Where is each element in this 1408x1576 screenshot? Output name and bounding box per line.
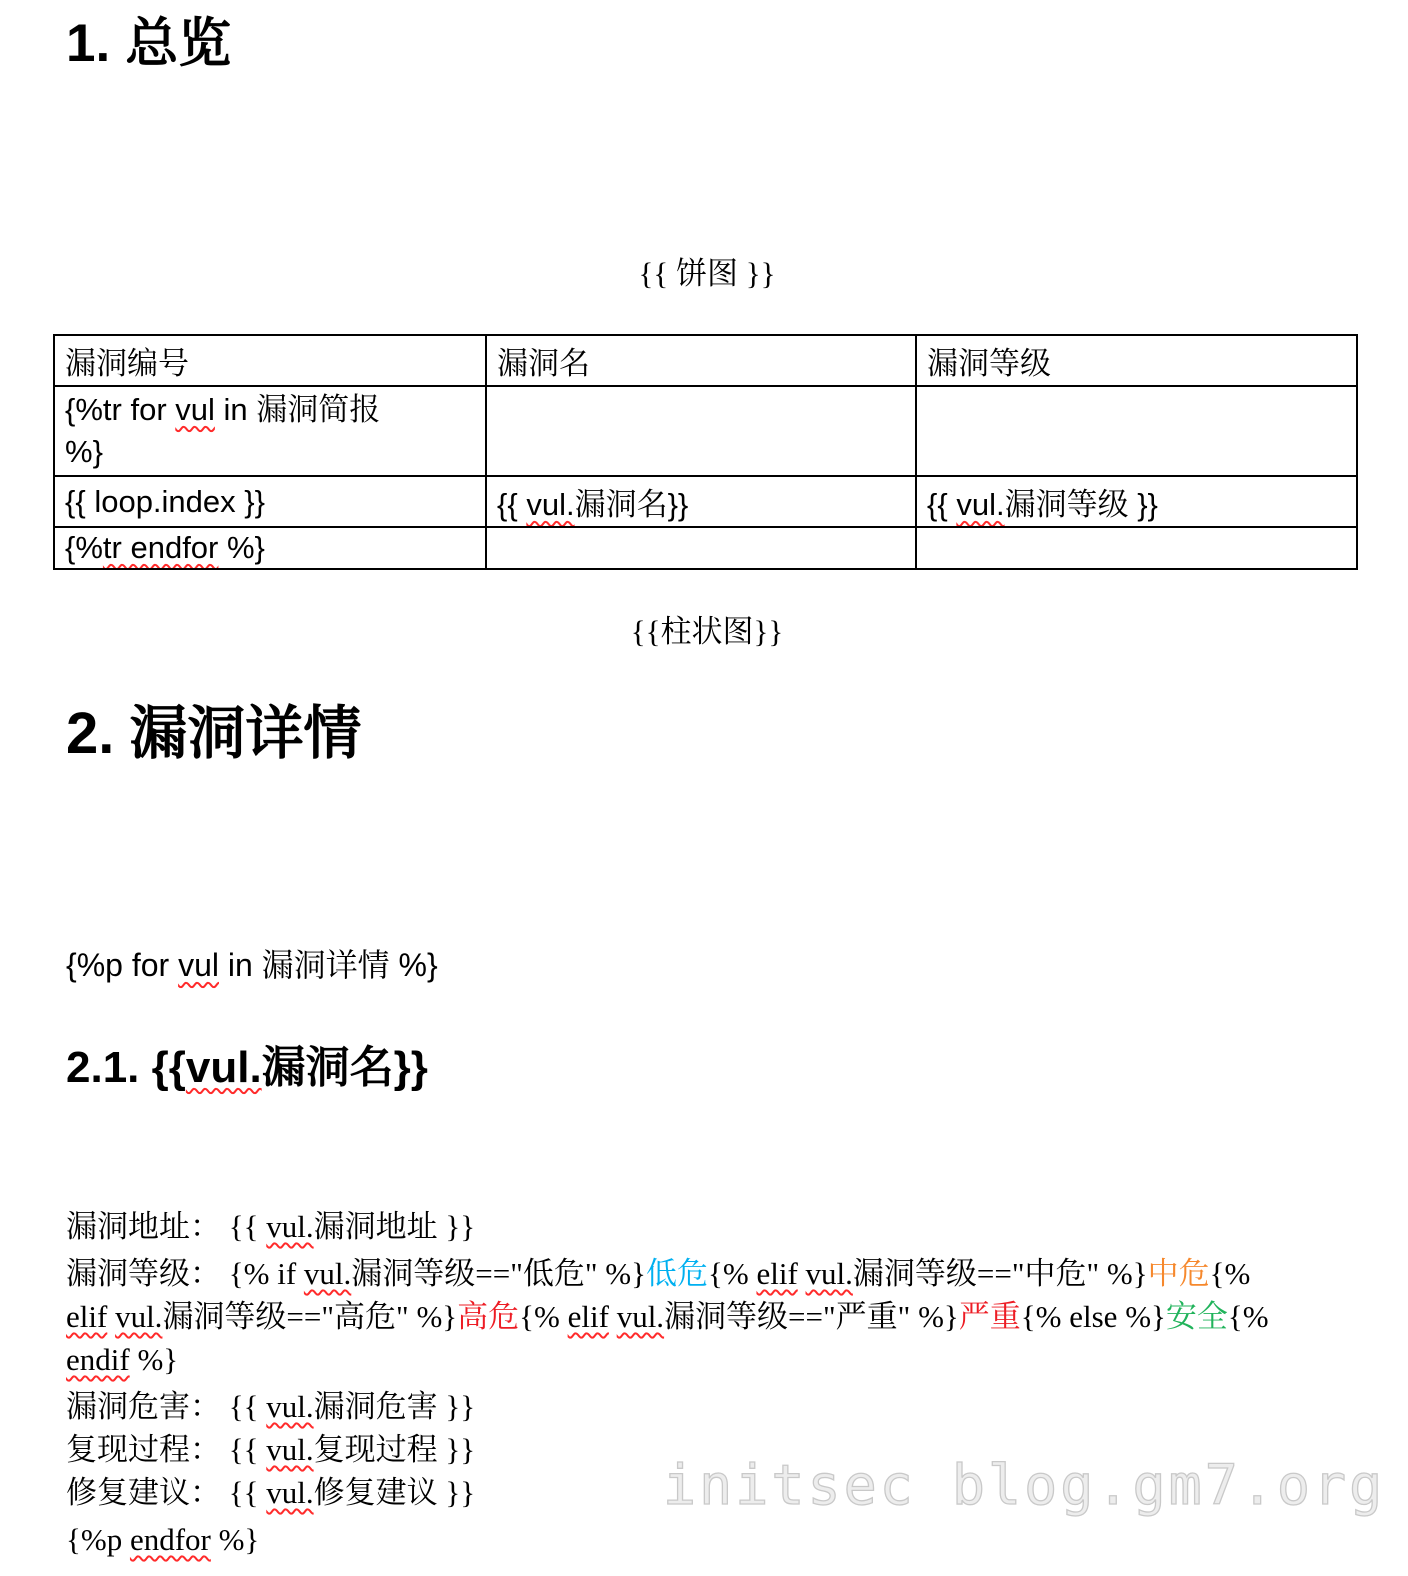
text-segment: 2.1. {{ [66,1043,186,1093]
text-segment: {% [1227,1299,1269,1335]
text-segment: elif [567,1299,609,1335]
text-segment: {{ [497,487,527,523]
text-segment: 漏洞等级 }} [1004,487,1158,523]
text-segment: vul. [526,487,575,523]
text-segment [107,1299,115,1334]
text-segment: vul [178,947,219,984]
text-segment: 漏洞危害： {{ [66,1389,267,1425]
text-segment: {% [1209,1256,1251,1292]
section-1-title: 总览 [125,15,232,73]
text-segment: {%p [66,1522,130,1558]
text-segment [798,1256,806,1291]
vulnerability-detail-block [66,1205,1348,1561]
header-vuln-id: 漏洞编号 [54,335,486,386]
text-segment: in 漏洞简报 [214,392,381,428]
section-1-number: 1. [66,14,111,73]
text-segment: vul [175,392,215,428]
text-segment: 修复建议： {{ [66,1475,267,1511]
detail-line-address [66,1205,1348,1248]
text-segment: 漏洞等级=="严重" %} [664,1299,959,1335]
template-endfor-row [54,527,1357,569]
text-segment: 漏洞地址 }} [313,1209,476,1245]
tr-for-cell [54,386,486,476]
text-segment: vul. [266,1389,314,1425]
text-segment: 漏洞危害 }} [313,1389,476,1425]
text-segment: {%p for [66,947,179,984]
paragraph-endfor-loop [66,1518,1348,1561]
text-segment: vul. [266,1209,314,1245]
text-segment: endfor [129,1522,211,1558]
text-segment: {{ loop.index }} [65,483,265,519]
text-segment: 漏洞等级=="低危" %} [351,1256,646,1292]
text-segment: {{ [927,487,957,523]
text-segment: tr endfor [102,530,219,566]
text-segment: elif [66,1299,108,1335]
header-vuln-level: 漏洞等级 [916,335,1357,386]
text-segment: {%tr for [65,392,176,428]
text-segment: 漏洞地址： {{ [66,1209,267,1245]
empty-cell [486,527,916,569]
section-1-heading [66,14,1348,74]
section-2-title: 漏洞详情 [129,701,362,767]
text-segment: vul. [266,1432,314,1468]
detail-line-harm [66,1385,1348,1428]
paragraph-for-loop [66,943,1348,987]
text-segment: {% else %} [1020,1299,1166,1335]
tr-endfor-cell [54,527,486,569]
text-segment: vul. [805,1256,853,1292]
loop-index-cell [54,476,486,527]
bar-chart-placeholder: {{柱状图}} [630,614,784,650]
text-segment: 漏洞等级=="中危" %} [852,1256,1148,1292]
text-segment [609,1299,617,1334]
text-segment: endif [66,1342,130,1378]
vuln-level-cell [916,476,1357,527]
text-segment: %} [218,530,265,566]
text-segment: {% [65,530,103,566]
severity-high-text: 高危 [457,1299,520,1335]
text-segment: 漏洞名}} [261,1043,428,1093]
header-vuln-name: 漏洞名 [486,335,916,386]
detail-line-grade [66,1252,1348,1381]
text-segment: vul. [956,487,1005,523]
text-segment: in 漏洞详情 %} [218,947,438,984]
severity-medium-text: 中危 [1147,1256,1210,1292]
text-segment: %} [129,1342,179,1378]
empty-cell [916,527,1357,569]
text-segment: 修复建议 }} [313,1475,476,1511]
template-for-row [54,386,1357,476]
vuln-name-cell [486,476,916,527]
detail-line-reproduce [66,1428,1348,1471]
vulnerability-summary-table [53,334,1358,570]
text-segment: %} [65,434,103,470]
pie-chart-placeholder: {{ 饼图 }} [638,256,776,292]
text-segment: {% [708,1256,757,1292]
section-2-1-heading [66,1042,1348,1095]
site-watermark: initsec blog.gm7.org [663,1453,1386,1517]
table-header-row [54,335,1357,386]
text-segment: 复现过程 }} [313,1432,476,1468]
text-segment: {% [519,1299,568,1335]
template-value-row [54,476,1357,527]
text-segment: elif [756,1256,798,1292]
empty-cell [916,386,1357,476]
severity-critical-text: 严重 [958,1299,1021,1335]
text-segment: 复现过程： {{ [66,1432,267,1468]
text-segment: vul. [303,1256,352,1292]
empty-cell [486,386,916,476]
severity-low-text: 低危 [646,1256,708,1292]
text-segment: %} [210,1522,260,1558]
text-segment: vul. [616,1299,665,1335]
section-2-heading [66,702,1348,767]
text-segment: vul. [266,1475,314,1511]
detail-line-fix [66,1471,1348,1514]
text-segment: vul. [115,1299,163,1335]
severity-safe-text: 安全 [1165,1299,1228,1335]
text-segment: 漏洞等级： {% if [66,1256,304,1292]
text-segment: 漏洞名}} [574,487,689,523]
section-2-number: 2. [66,701,115,767]
text-segment: 漏洞等级=="高危" %} [162,1299,458,1335]
text-segment: vul. [185,1043,262,1093]
